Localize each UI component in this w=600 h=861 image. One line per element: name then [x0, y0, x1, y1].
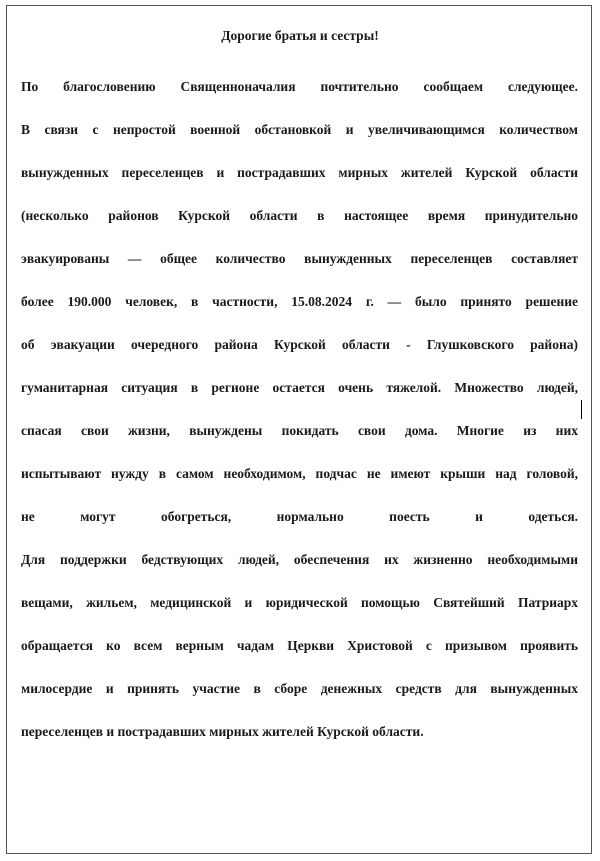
text-cursor: [581, 400, 582, 419]
document-page: [6, 5, 592, 854]
text-line: гуманитарная ситуация в регионе остается очень тяжелой. Множество людей,: [21, 380, 578, 395]
text-line: По благословению Священноначалия почтительно сообщаем следующее.: [21, 79, 578, 94]
text-line: вынужденных переселенцев и пострадавших мирных жителей Курской области: [21, 165, 578, 180]
text-line: эвакуированы — общее количество вынужденных переселенцев составляет: [21, 251, 578, 266]
document-title: Дорогие братья и сестры!: [221, 28, 379, 43]
text-line: обращается ко всем верным чадам Церкви Христовой с призывом проявить: [21, 638, 578, 653]
text-line: спасая свои жизни, вынуждены покидать свои дома. Многие из них: [21, 423, 578, 438]
text-line: испытывают нужду в самом необходимом, подчас не имеют крыши над головой,: [21, 466, 578, 481]
text-line: (несколько районов Курской области в настоящее время принудительно: [21, 208, 578, 223]
text-line: более 190.000 человек, в частности, 15.08.2024 г. — было принято решение: [21, 294, 578, 309]
text-line: Для поддержки бедствующих людей, обеспечения их жизненно необходимыми: [21, 552, 578, 567]
text-line: В связи с непростой военной обстановкой и увеличивающимся количеством: [21, 122, 578, 137]
text-line: переселенцев и пострадавших мирных жителей Курской области.: [21, 724, 424, 739]
text-line: об эвакуации очередного района Курской области - Глушковского района): [21, 337, 578, 352]
text-line: вещами, жильем, медицинской и юридической помощью Святейший Патриарх: [21, 595, 578, 610]
text-line: не могут обогреться, нормально поесть и одеться.: [21, 509, 578, 524]
text-line: милосердие и принять участие в сборе денежных средств для вынужденных: [21, 681, 578, 696]
